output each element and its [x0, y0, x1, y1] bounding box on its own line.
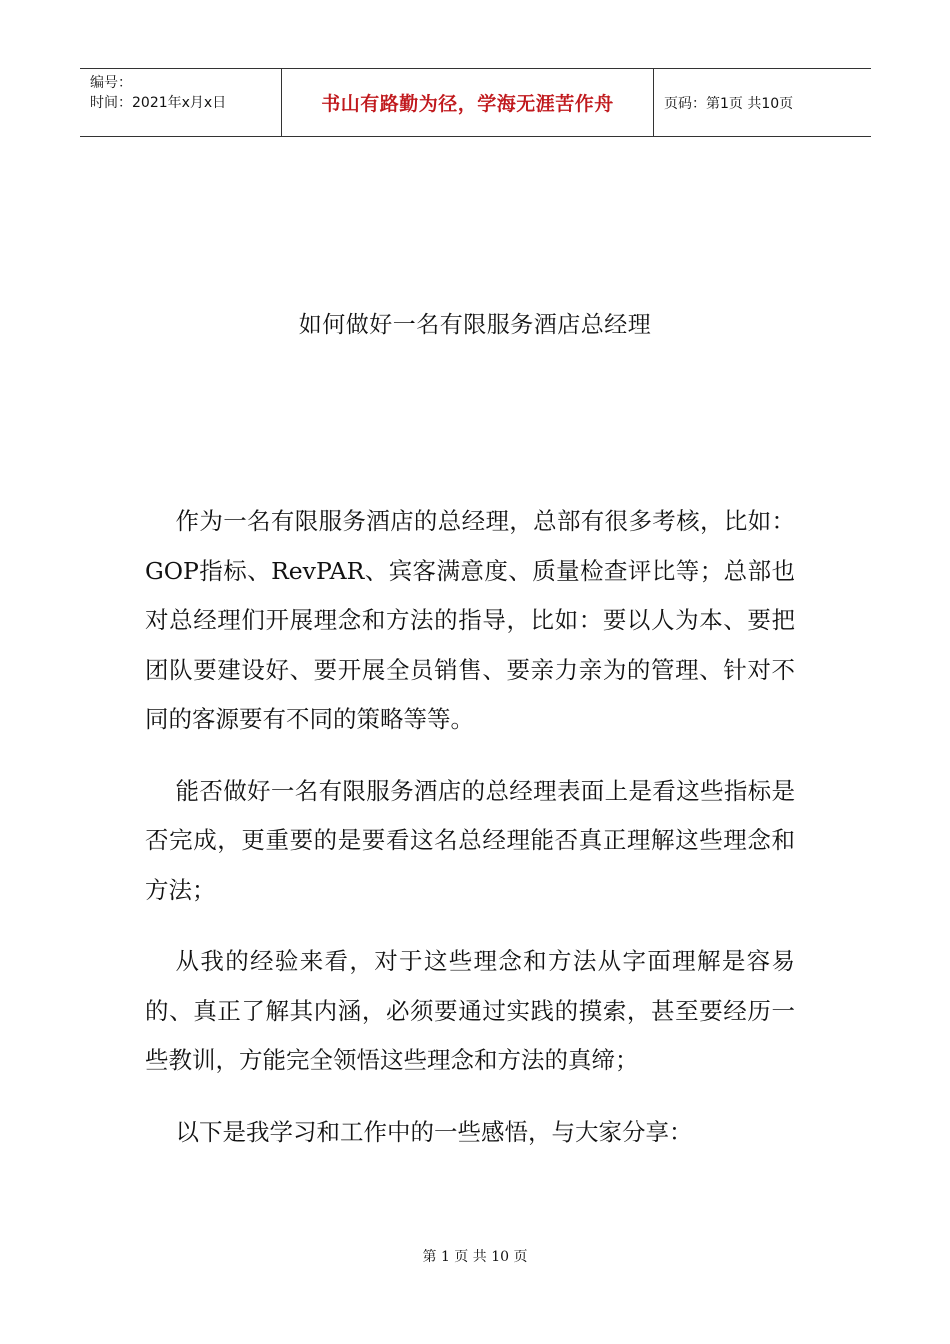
header-motto: 书山有路勤为径，学海无涯苦作舟: [321, 93, 614, 115]
paragraph: 以下是我学习和工作中的一些感悟，与大家分享：: [175, 1117, 693, 1146]
page-header: [80, 68, 871, 137]
header-page-cell: [654, 69, 871, 136]
document-body: [145, 497, 795, 1179]
header-motto-cell: [282, 69, 654, 136]
paragraph: 能否做好一名有限服务酒店的总经理表面上是看这些指标是否完成，更重要的是要看这名总经理能否真正理解这些理念和方法；: [145, 776, 795, 904]
header-page-info: 页码：第1页 共10页: [664, 95, 794, 112]
page-footer: 第 1 页 共 10 页: [422, 1249, 528, 1265]
document-title: 如何做好一名有限服务酒店总经理: [298, 312, 652, 338]
header-meta-cell: [80, 69, 282, 136]
paragraph: 从我的经验来看，对于这些理念和方法从字面理解是容易的、真正了解其内涵，必须要通过实践的摸索，甚至要经历一些教训，方能完全领悟这些理念和方法的真缔；: [145, 947, 795, 1074]
number-label: 编号：: [90, 75, 132, 91]
time-label: 时间：2021年x月x日: [90, 95, 227, 111]
paragraph: 作为一名有限服务酒店的总经理，总部有很多考核，比如：GOP指标、RevPAR、宾客满意度、质量检查评比等；总部也对总经理们开展理念和方法的指导，比如：要以人为本、要把团队要建设好、要开展全员销售、要亲力亲为的管理、针对不同的客源要有不同的策略等等。: [145, 507, 795, 733]
